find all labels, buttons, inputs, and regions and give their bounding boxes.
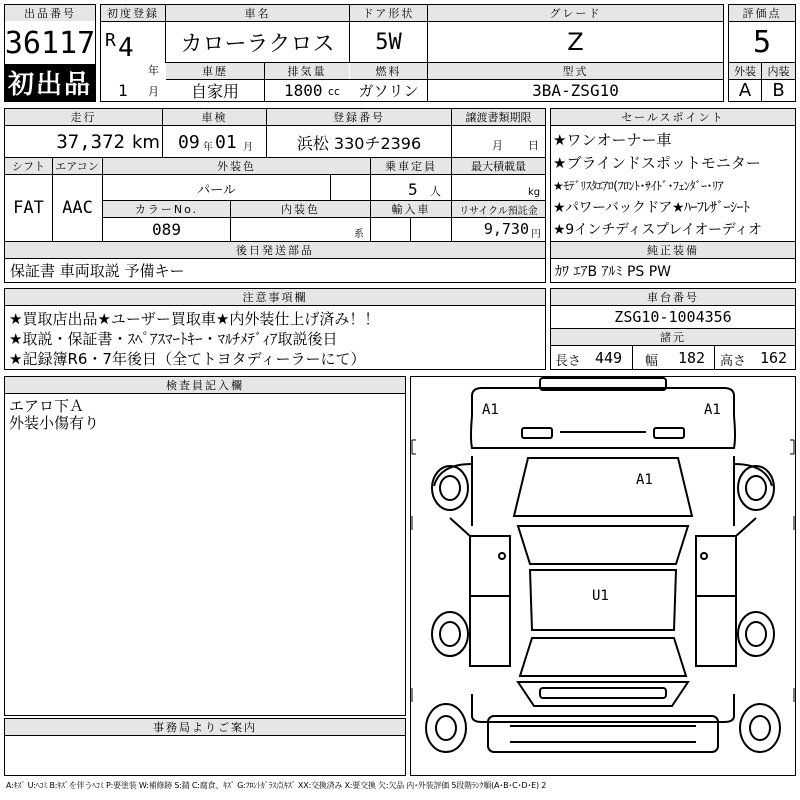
later-parts-value: 保証書 車両取説 予備キー [10,262,185,280]
first-reg-month: 1 [118,81,128,100]
sales-point-item: ★9インチディスプレイオーディオ [553,222,762,238]
inspector-line: 外装小傷有り [9,413,100,432]
plate-label: 登録番号 [267,109,451,125]
exterior-label: 外装 [729,63,761,79]
recycle-value: 9,730 [483,220,529,238]
notes-line: ★記録簿R6・7年後日（全てトヨタディーラーにて） [9,349,366,368]
transfer-label: 譲渡書類期限 [452,109,545,125]
later-parts-label: 後日発送部品 [5,242,545,258]
displacement-unit: cc [328,84,341,98]
recycle-label: リサイクル預託金 [452,201,545,217]
notes-line: ★取説・保証書・ｽﾍﾟｱｽﾏｰﾄｷｰ・ﾏﾙﾁﾒﾃﾞｨｱ取説後日 [9,329,338,348]
inspection-month: 01 [215,131,237,153]
color-no-value: 089 [152,219,181,239]
history-value: 自家用 [190,82,239,101]
damage-mark-a1: A1 [636,472,653,488]
displacement-value: 1800 [284,81,323,100]
notes-line: ★買取店出品★ユーザー買取車★内外装仕上げ済み！！ [9,309,380,328]
car-name-label: 車名 [166,5,349,21]
grade-label: グレード [428,5,723,21]
fuel-label: 燃料 [350,63,427,79]
length-value: 449 [595,349,623,367]
shift-label: シフト [5,158,52,174]
first-reg-year: 4 [118,33,134,63]
inspector-label: 検査員記入欄 [5,377,405,393]
mileage-label: 走行 [5,109,162,125]
inspection-year: 09 [178,131,200,153]
import-label: 輸入車 [371,201,451,217]
int-color-unit: 系 [354,228,364,240]
plate-value: 浜松 330チ2396 [296,133,422,153]
score-value: 5 [752,24,772,60]
damage-mark-a1: A1 [704,402,721,418]
sales-points-label: セールスポイント [551,109,795,125]
interior-value: B [772,80,785,101]
fuel-value: ガソリン [358,82,419,100]
transfer-day-unit: 日 [528,139,539,152]
inspection-year-unit: 年 [203,141,213,153]
damage-mark-a1: A1 [482,402,499,418]
year-unit: 年 [148,64,159,77]
notes-label: 注意事項欄 [5,289,545,305]
interior-label: 内装 [762,63,795,79]
door-label: ドア形状 [350,5,427,21]
inspection-label: 車検 [163,109,266,125]
sales-point-item: ★ブラインドスポットモニター [553,153,761,172]
month-unit: 月 [148,85,159,98]
recycle-unit: 円 [531,228,541,240]
sales-point-item: ★ﾓﾃﾞﾘｽﾀｴｱﾛ(ﾌﾛﾝﾄ･ｻｲﾄﾞ･ﾌｪﾝﾀﾞｰ･ﾘｱ [553,178,723,193]
color-no-label: カラーNo. [103,201,230,217]
first-reg-era: R [105,29,116,51]
ext-color-value: パール [197,182,236,198]
equipment-value: ｶﾜ ｴｱB ｱﾙﾐ PS PW [555,263,672,280]
grade-value: Z [567,28,584,56]
ac-value: AAC [62,198,93,218]
int-color-label: 内装色 [231,201,370,217]
model-value: 3BA-ZSG10 [532,81,619,100]
sales-point-item: ★ワンオーナー車 [553,130,672,149]
inspector-line: エアロ下Ａ [9,396,85,415]
score-label: 評価点 [729,5,795,21]
history-label: 車歴 [166,63,264,79]
ext-color-label: 外装色 [103,158,370,174]
capacity-value: 5 [408,179,418,199]
first-reg-label: 初度登録 [101,5,165,21]
legend-text: A:ｷｽﾞ U:ﾍｺﾐ B:ｷｽﾞを伴うﾍｺﾐ P:要塗装 W:補修跡 S:錆 C:腐食、ｷｽﾞ G:ﾌﾛﾝﾄｶﾞﾗｽ点ｷｽﾞ XX:交換済み X:要交換 欠:欠品 内･外装評価 5段階ﾗﾝｸ順(A･B･C･D･E) 2 [6,781,547,790]
first-listing-badge: 初出品 [5,64,95,101]
door-value: 5W [375,29,402,55]
height-value: 162 [760,349,788,367]
width-value: 182 [678,349,706,367]
displacement-label: 排気量 [265,63,349,79]
max-load-label: 最大積載量 [452,158,545,174]
mileage-value: 37,372 [56,131,125,153]
chassis-value: ZSG10-1004356 [614,308,732,326]
damage-mark-u1: U1 [592,588,609,604]
model-label: 型式 [428,63,723,79]
capacity-label: 乗車定員 [371,158,451,174]
width-label: 幅 [645,353,659,369]
shift-value: FAT [13,198,44,218]
equipment-label: 純正装備 [551,242,795,258]
inspection-month-unit: 月 [243,141,253,153]
lot-label: 出品番号 [5,5,95,21]
capacity-unit: 人 [430,185,441,198]
chassis-label: 車台番号 [551,289,795,305]
max-load-unit: kg [528,186,541,198]
sales-point-item: ★パワーバックドア★ﾊｰﾌﾚｻﾞｰｼｰﾄ [553,200,750,216]
lot-number: 36117 [4,25,96,61]
transfer-month-unit: 月 [492,139,503,152]
length-label: 長さ [555,353,582,369]
ac-label: エアコン [53,158,101,174]
dims-label: 諸元 [551,329,795,345]
exterior-value: A [738,80,752,101]
car-damage-diagram [410,376,796,776]
mileage-unit: km [132,131,160,153]
car-name-value: カローラクロス [180,31,335,57]
height-label: 高さ [720,353,747,369]
office-label: 事務局よりご案内 [5,719,405,735]
